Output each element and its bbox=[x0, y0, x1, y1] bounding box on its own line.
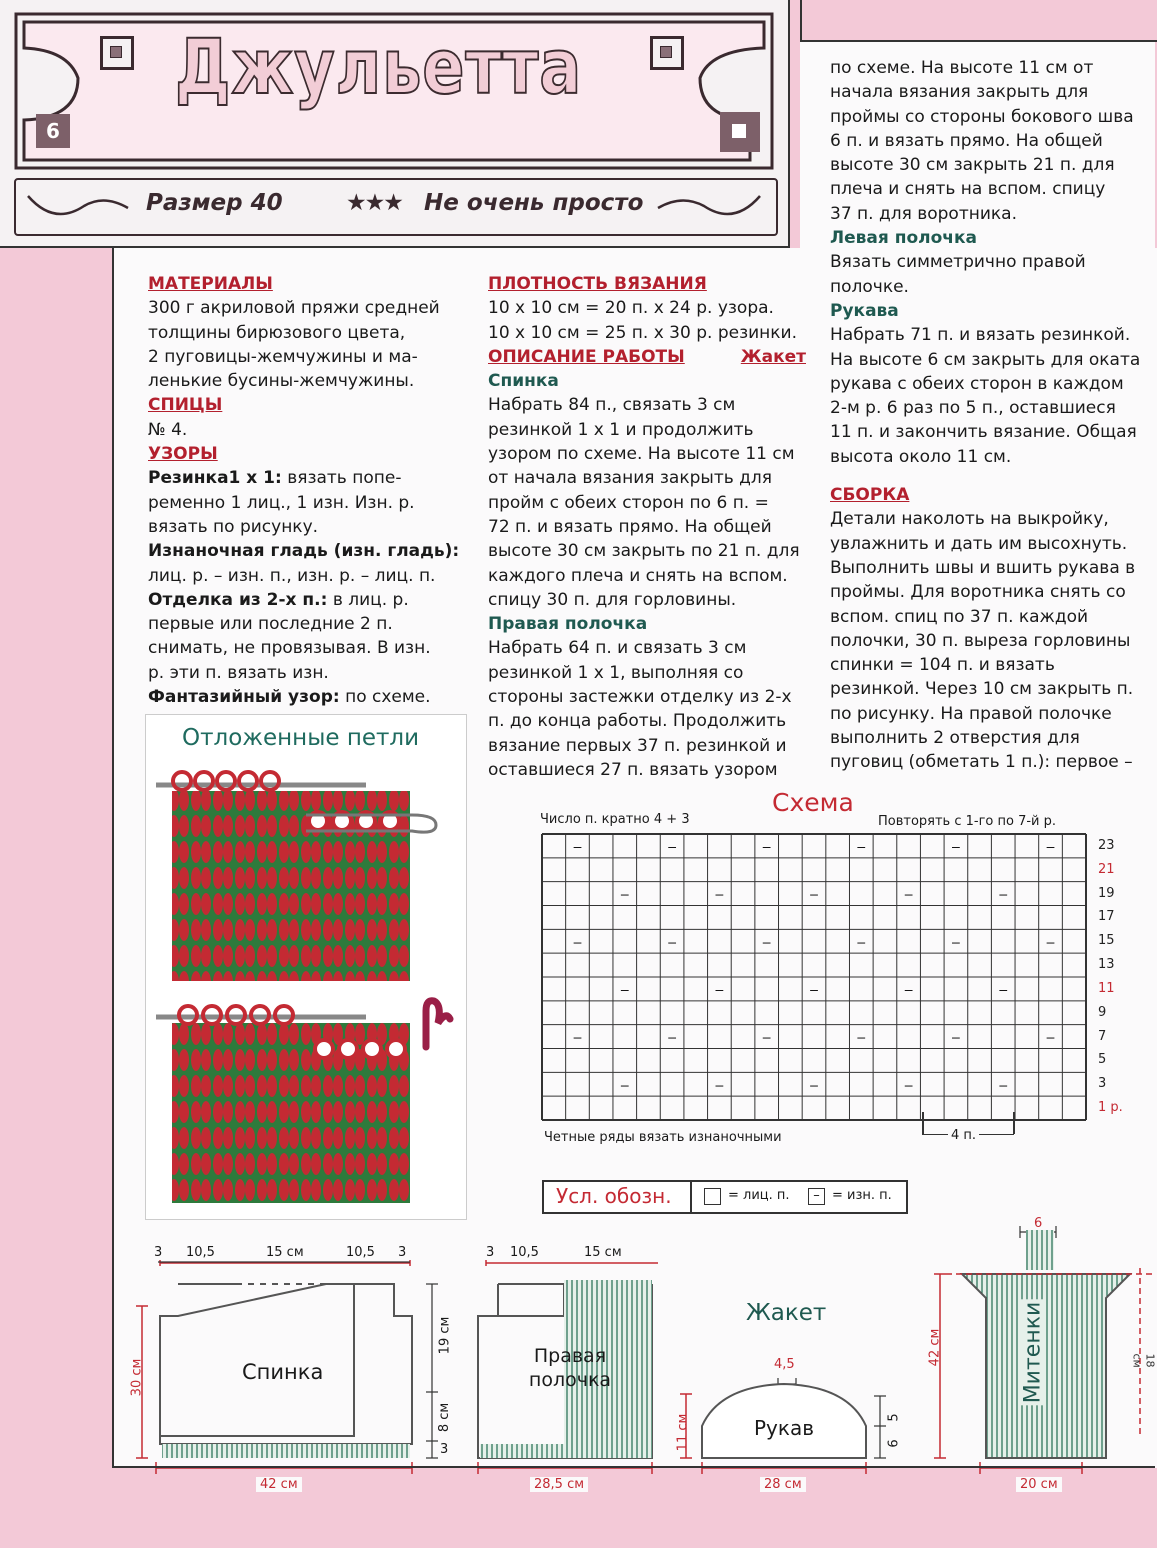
materials-line: толщины бирюзового цвета, bbox=[148, 322, 406, 343]
purl-mark: – bbox=[857, 837, 866, 854]
back-dim-top: 15 см bbox=[266, 1245, 304, 1260]
assembly-line: по рисунку. На правой полочке bbox=[830, 703, 1112, 724]
back-line: узором по схеме. На высоте 11 см bbox=[488, 444, 795, 465]
back-line: каждого плеча и снять на вспом. bbox=[488, 565, 788, 586]
difficulty-label: Не очень просто bbox=[424, 190, 644, 216]
left-front-line: полочке. bbox=[830, 276, 909, 297]
back-dim-side: 3 bbox=[440, 1442, 449, 1457]
mitten-edge-dim: 18 см bbox=[1130, 1353, 1157, 1368]
row-number: 21 bbox=[1098, 861, 1115, 877]
purl-mark: – bbox=[952, 1028, 960, 1045]
rib-text: вязать попе- bbox=[281, 468, 402, 489]
assembly-line: вспом. спиц по 37 п. каждой bbox=[830, 606, 1089, 627]
sleeves-line: Набрать 71 п. и вязать резинкой. bbox=[830, 325, 1131, 346]
row-number: 17 bbox=[1098, 909, 1115, 925]
repeat-bracket-tick bbox=[1013, 1112, 1015, 1134]
purl-mark: – bbox=[1046, 933, 1055, 950]
assembly-line: Детали наколоть на выкройку, bbox=[830, 509, 1109, 530]
patterns-heading: УЗОРЫ bbox=[148, 444, 218, 465]
left-front-line: Вязать симметрично правой bbox=[830, 252, 1086, 273]
sleeve-dim-side: 6 bbox=[886, 1439, 902, 1448]
right-front-line: Набрать 64 п. и связать 3 см bbox=[488, 638, 747, 659]
scheme-title: Схема bbox=[772, 788, 854, 817]
purl-mark: – bbox=[715, 1076, 724, 1093]
purl-mark: – bbox=[1046, 837, 1055, 854]
difficulty-stars: ★★★ bbox=[346, 190, 402, 216]
sleeves-line: На высоте 6 см закрыть для оката bbox=[830, 349, 1141, 370]
back-height: 30 см bbox=[129, 1358, 145, 1397]
purl-mark: – bbox=[620, 885, 629, 902]
legend-purl: = изн. п. bbox=[832, 1188, 892, 1203]
needles-heading: СПИЦЫ bbox=[148, 395, 223, 416]
purl-mark: – bbox=[904, 885, 913, 902]
back-line: от начала вязания закрыть для bbox=[488, 468, 772, 489]
back-line: 72 п. и вязать прямо. На общей bbox=[488, 516, 772, 537]
purl-mark: – bbox=[999, 980, 1008, 997]
swirl-left-icon bbox=[24, 186, 134, 226]
back-line: резинкой 1 х 1 и продолжить bbox=[488, 419, 754, 440]
sleeve-label: Рукав bbox=[754, 1416, 815, 1440]
rib-text: ременно 1 лиц., 1 изн. Изн. р. bbox=[148, 492, 415, 513]
right-front-line: вязание первых 37 п. резинкой и bbox=[488, 735, 787, 756]
purl-mark: – bbox=[573, 837, 582, 854]
purl-mark: – bbox=[715, 980, 724, 997]
edge-text: снимать, не провязывая. В изн. bbox=[148, 638, 431, 659]
jacket-label: Жакет bbox=[746, 1300, 827, 1326]
stitch-illustration bbox=[146, 761, 466, 1219]
rib-text: вязать по рисунку. bbox=[148, 516, 319, 537]
repeat-width-label: 4 п. bbox=[948, 1128, 979, 1143]
purl-mark: – bbox=[668, 1028, 676, 1045]
purl-mark: – bbox=[952, 837, 960, 854]
purl-mark: – bbox=[904, 980, 913, 997]
legend-divider bbox=[690, 1182, 692, 1212]
work-heading: ОПИСАНИЕ РАБОТЫ bbox=[488, 346, 685, 367]
assembly-line: спинки = 104 п. и вязать bbox=[830, 655, 1055, 676]
front-width: 28,5 см bbox=[530, 1477, 588, 1492]
sleeve-width: 28 см bbox=[760, 1477, 806, 1492]
column-3 bbox=[830, 56, 1146, 775]
page-number-badge: 6 bbox=[36, 114, 70, 148]
column-1 bbox=[148, 272, 466, 709]
purl-mark: – bbox=[999, 885, 1008, 902]
ornament-right bbox=[650, 36, 684, 70]
sleeve-height: 11 см bbox=[675, 1413, 691, 1452]
assembly-line: проймы. Для воротника снять со bbox=[830, 582, 1126, 603]
col3-line: проймы со стороны бокового шва bbox=[830, 106, 1134, 127]
assembly-line: пуговиц (обметать 1 п.): первое – bbox=[830, 752, 1133, 773]
purl-text: лиц. р. – изн. п., изн. р. – лиц. п. bbox=[148, 565, 436, 586]
back-dim-side: 8 см bbox=[437, 1402, 453, 1433]
col3-line: начала вязания закрыть для bbox=[830, 82, 1089, 103]
edge-text: первые или последние 2 п. bbox=[148, 614, 393, 635]
sleeve-dim-top: 4,5 bbox=[774, 1357, 795, 1372]
right-front-line: п. до конца работы. Продолжить bbox=[488, 711, 787, 732]
purl-mark: – bbox=[573, 1028, 582, 1045]
knit-symbol-icon bbox=[704, 1188, 721, 1205]
work-item: Жакет bbox=[740, 346, 806, 367]
back-line: спицу 30 п. для горловины. bbox=[488, 589, 737, 610]
assembly-line: Выполнить швы и вшить рукава в bbox=[830, 557, 1136, 578]
back-width: 42 см bbox=[256, 1477, 302, 1492]
front-label: Правая полочка bbox=[528, 1345, 612, 1391]
row-number: 7 bbox=[1098, 1028, 1107, 1044]
row-number: 9 bbox=[1098, 1004, 1107, 1020]
purl-mark: – bbox=[620, 1076, 629, 1093]
size-label: Размер 40 bbox=[146, 190, 283, 216]
col3-line: плеча и снять на вспом. спицу bbox=[830, 179, 1106, 200]
back-dim-top: 3 bbox=[154, 1245, 163, 1260]
sleeves-line: рукава с обеих сторон в каждом bbox=[830, 373, 1124, 394]
back-line: Набрать 84 п., связать 3 см bbox=[488, 395, 736, 416]
back-dim-top: 3 bbox=[398, 1245, 407, 1260]
gauge-line: 10 х 10 см = 25 п. х 30 р. резинки. bbox=[488, 322, 797, 343]
sleeves-line: 11 п. и закончить вязание. Общая bbox=[830, 422, 1137, 443]
back-label: Спинка bbox=[242, 1360, 324, 1384]
materials-line: 2 пуговицы-жемчужины и ма- bbox=[148, 346, 418, 367]
pattern-diagrams bbox=[120, 1236, 1155, 1472]
back-dim-top: 10,5 bbox=[186, 1245, 215, 1260]
sleeves-line: 2-м р. 6 раз по 5 п., оставшиеся bbox=[830, 398, 1116, 419]
purl-mark: – bbox=[1046, 1028, 1055, 1045]
sleeve-dim-side: 5 bbox=[886, 1413, 902, 1422]
purl-mark: – bbox=[573, 933, 582, 950]
row-number: 3 bbox=[1098, 1076, 1107, 1092]
front-dim-top: 3 bbox=[486, 1245, 495, 1260]
col3-line: 37 п. для воротника. bbox=[830, 203, 1017, 224]
legend-box bbox=[542, 1180, 908, 1214]
col3-line: по схеме. На высоте 11 см от bbox=[830, 58, 1094, 78]
materials-line: ленькие бусины-жемчужины. bbox=[148, 371, 415, 392]
right-front-line: стороны застежки отделку из 2-х bbox=[488, 687, 792, 708]
legend-knit: = лиц. п. bbox=[728, 1188, 790, 1203]
back-dim-side: 19 см bbox=[437, 1316, 453, 1355]
purl-mark: – bbox=[762, 1028, 771, 1045]
header-panel bbox=[0, 0, 790, 248]
purl-mark: – bbox=[620, 980, 629, 997]
purl-mark: – bbox=[810, 885, 818, 902]
sleeves-line: высота около 11 см. bbox=[830, 446, 1012, 467]
edge-text: р. эти п. вязать изн. bbox=[148, 662, 329, 683]
scheme-multiple-note: Число п. кратно 4 + 3 bbox=[540, 812, 690, 827]
purl-mark: – bbox=[668, 837, 676, 854]
purl-mark: – bbox=[857, 933, 866, 950]
front-dim-top: 15 см bbox=[584, 1245, 622, 1260]
mitten-dim-top: 6 bbox=[1034, 1216, 1043, 1231]
row-number: 1 р. bbox=[1098, 1100, 1123, 1116]
row-number: 11 bbox=[1098, 980, 1115, 996]
right-front-line: резинкой 1 х 1, выполняя со bbox=[488, 662, 744, 683]
right-front-heading: Правая полочка bbox=[488, 614, 648, 635]
col3-line: высоте 30 см закрыть 21 п. для bbox=[830, 155, 1115, 176]
purl-mark: – bbox=[952, 933, 960, 950]
page-title: Джульетта bbox=[175, 22, 583, 111]
even-rows-note: Четные ряды вязать изнаночными bbox=[544, 1130, 782, 1145]
sleeves-heading: Рукава bbox=[830, 300, 899, 321]
mitten-width: 20 см bbox=[1016, 1477, 1062, 1492]
assembly-line: полочки, 30 п. выреза горловины bbox=[830, 630, 1131, 651]
row-number: 13 bbox=[1098, 957, 1115, 973]
purl-mark: – bbox=[999, 1076, 1008, 1093]
purl-mark: – bbox=[762, 837, 771, 854]
purl-mark: – bbox=[857, 1028, 866, 1045]
back-dim-top: 10,5 bbox=[346, 1245, 375, 1260]
fancy-text: по схеме. bbox=[339, 687, 431, 708]
mitten-label: Митенки bbox=[1020, 1301, 1046, 1404]
gauge-heading: ПЛОТНОСТЬ ВЯЗАНИЯ bbox=[488, 274, 707, 294]
fancy-label: Фантазийный узор: bbox=[148, 687, 340, 708]
ornament-left bbox=[100, 36, 134, 70]
edge-text: в лиц. р. bbox=[327, 589, 409, 610]
purl-mark: – bbox=[715, 885, 724, 902]
rib-label: Резинка1 х 1: bbox=[148, 468, 282, 489]
col3-line: 6 п. и вязать прямо. На общей bbox=[830, 130, 1103, 151]
purl-symbol-icon: – bbox=[808, 1188, 825, 1205]
back-line: пройм с обеих сторон по 6 п. = bbox=[488, 492, 769, 513]
assembly-line: выполнить 2 отверстия для bbox=[830, 728, 1080, 749]
row-number: 5 bbox=[1098, 1052, 1107, 1068]
back-line: высоте 30 см закрыть по 21 п. для bbox=[488, 541, 800, 562]
purl-mark: – bbox=[668, 933, 676, 950]
front-dim-top: 10,5 bbox=[510, 1245, 539, 1260]
right-front-line: оставшиеся 27 п. вязать узором bbox=[488, 759, 778, 780]
purl-mark: – bbox=[810, 980, 818, 997]
materials-line: 300 г акриловой пряжи средней bbox=[148, 298, 440, 319]
back-heading: Спинка bbox=[488, 371, 559, 392]
scheme-grid bbox=[542, 834, 1086, 1120]
legend-title: Усл. обозн. bbox=[556, 1184, 672, 1208]
row-number: 23 bbox=[1098, 837, 1115, 853]
mitten-height: 42 см bbox=[927, 1328, 943, 1367]
corner-block bbox=[800, 0, 1157, 42]
figure-title: Отложенные петли bbox=[182, 725, 420, 751]
purl-label: Изнаночная гладь (изн. гладь): bbox=[148, 541, 460, 562]
assembly-line: резинкой. Через 10 см закрыть п. bbox=[830, 679, 1134, 700]
left-front-heading: Левая полочка bbox=[830, 228, 977, 249]
edge-label: Отделка из 2-х п.: bbox=[148, 589, 328, 610]
gauge-line: 10 х 10 см = 20 п. х 24 р. узора. bbox=[488, 298, 774, 319]
scheme-repeat-note: Повторять с 1-го по 7-й р. bbox=[878, 814, 1057, 829]
materials-heading: МАТЕРИАЛЫ bbox=[148, 274, 273, 294]
repeat-bracket-tick bbox=[922, 1112, 924, 1134]
assembly-line: увлажнить и дать им высохнуть. bbox=[830, 533, 1128, 554]
row-number: 19 bbox=[1098, 885, 1115, 901]
assembly-heading: СБОРКА bbox=[830, 485, 910, 506]
purl-mark: – bbox=[762, 933, 771, 950]
swirl-right-icon bbox=[652, 186, 764, 226]
purl-mark: – bbox=[810, 1076, 818, 1093]
needles-text: № 4. bbox=[148, 419, 188, 440]
page-bottom-rule bbox=[112, 1466, 1155, 1468]
row-number: 15 bbox=[1098, 933, 1115, 949]
column-2 bbox=[488, 272, 806, 782]
purl-mark: – bbox=[904, 1076, 913, 1093]
held-stitches-figure bbox=[145, 714, 467, 1220]
square-icon bbox=[720, 112, 760, 152]
